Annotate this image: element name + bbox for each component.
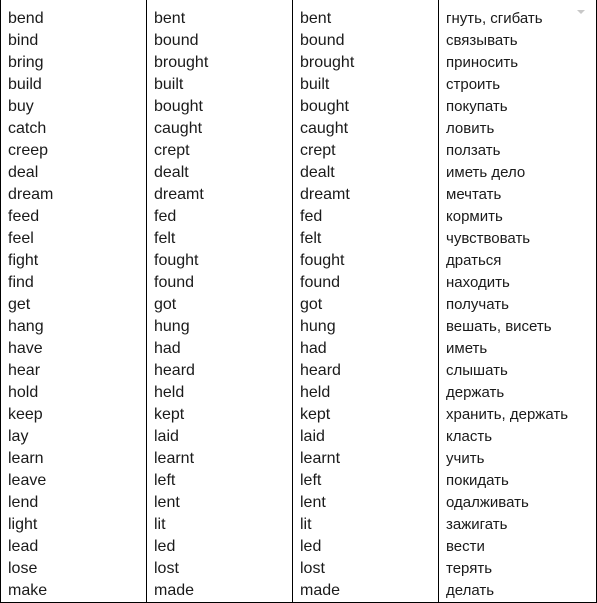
past-simple-cell: heard (154, 362, 195, 379)
past-simple-cell: held (154, 384, 185, 401)
base-form-cell: have (8, 340, 43, 357)
base-form-cell: lead (8, 538, 39, 555)
past-participle-cell: found (300, 274, 341, 291)
past-simple-cell: dealt (154, 164, 189, 181)
column-divider-1 (146, 0, 147, 603)
past-simple-cell: bought (154, 98, 203, 115)
past-simple-cell: had (154, 340, 181, 357)
past-participle-cell: got (300, 296, 323, 313)
column-divider-2 (292, 0, 293, 603)
past-simple-cell: bent (154, 10, 186, 27)
translation-cell: учить (446, 450, 485, 467)
translation-cell: ползать (446, 142, 501, 159)
past-participle-cell: dealt (300, 164, 335, 181)
base-form-cell: hang (8, 318, 44, 335)
translation-cell: мечтать (446, 186, 502, 203)
translation-cell: зажигать (446, 516, 508, 533)
base-form-cell: leave (8, 472, 47, 489)
translation-cell: вести (446, 538, 485, 555)
translation-cell: терять (446, 560, 493, 577)
past-simple-cell: kept (154, 406, 185, 423)
base-form-cell: hear (8, 362, 41, 379)
base-form-cell: build (8, 76, 42, 93)
translation-cell: иметь (446, 340, 488, 357)
base-form-cell: make (8, 582, 48, 599)
translation-cell: гнуть, сгибать (446, 10, 543, 27)
base-form-cell: keep (8, 406, 43, 423)
base-form-cell: deal (8, 164, 39, 181)
past-participle-cell: bent (300, 10, 332, 27)
base-form-cell: buy (8, 98, 34, 115)
base-form-cell: feel (8, 230, 34, 247)
translation-cell: держать (446, 384, 505, 401)
past-simple-cell: found (154, 274, 195, 291)
translation-cell: покидать (446, 472, 509, 489)
past-participle-cell: caught (300, 120, 349, 137)
base-form-cell: bind (8, 32, 39, 49)
past-simple-cell: fed (154, 208, 177, 225)
past-participle-cell: lent (300, 494, 326, 511)
past-participle-cell: lost (300, 560, 325, 577)
past-simple-cell: built (154, 76, 184, 93)
base-form-cell: creep (8, 142, 49, 159)
translation-cell: хранить, держать (446, 406, 569, 423)
past-simple-cell: felt (154, 230, 176, 247)
past-simple-cell: made (154, 582, 195, 599)
translation-cell: вешать, висеть (446, 318, 552, 335)
past-simple-cell: left (154, 472, 176, 489)
past-participle-cell: led (300, 538, 322, 555)
base-form-cell: lay (8, 428, 29, 445)
base-form-cell: find (8, 274, 34, 291)
past-participle-cell: bound (300, 32, 345, 49)
dropdown-arrow-icon[interactable] (577, 8, 585, 16)
past-participle-cell: held (300, 384, 331, 401)
past-simple-cell: lit (154, 516, 166, 533)
past-participle-cell: bought (300, 98, 349, 115)
past-participle-cell: learnt (300, 450, 341, 467)
past-participle-cell: kept (300, 406, 331, 423)
translation-cell: ловить (446, 120, 495, 137)
past-participle-cell: dreamt (300, 186, 350, 203)
past-simple-cell: got (154, 296, 177, 313)
base-form-cell: lose (8, 560, 38, 577)
past-participle-cell: fed (300, 208, 323, 225)
translation-cell: строить (446, 76, 501, 93)
past-simple-cell: laid (154, 428, 179, 445)
translation-cell: драться (446, 252, 502, 269)
base-form-cell: feed (8, 208, 40, 225)
translation-cell: приносить (446, 54, 519, 71)
translation-cell: иметь дело (446, 164, 526, 181)
past-simple-cell: lent (154, 494, 180, 511)
past-participle-cell: felt (300, 230, 322, 247)
translation-cell: связывать (446, 32, 518, 49)
translation-cell: одалживать (446, 494, 529, 511)
past-participle-cell: crept (300, 142, 336, 159)
past-simple-cell: learnt (154, 450, 195, 467)
past-simple-cell: brought (154, 54, 209, 71)
translation-cell: кормить (446, 208, 503, 225)
past-simple-cell: hung (154, 318, 190, 335)
past-participle-cell: heard (300, 362, 341, 379)
base-form-cell: lend (8, 494, 39, 511)
translation-cell: находить (446, 274, 510, 291)
translation-cell: получать (446, 296, 509, 313)
past-simple-cell: fought (154, 252, 199, 269)
base-form-cell: learn (8, 450, 44, 467)
column-base-form (8, 8, 53, 602)
past-participle-cell: brought (300, 54, 355, 71)
column-divider-3 (438, 0, 439, 603)
base-form-cell: dream (8, 186, 54, 203)
past-participle-cell: had (300, 340, 327, 357)
translation-cell: класть (446, 428, 493, 445)
base-form-cell: fight (8, 252, 39, 269)
past-participle-cell: fought (300, 252, 345, 269)
past-participle-cell: built (300, 76, 330, 93)
base-form-cell: get (8, 296, 31, 313)
past-participle-cell: hung (300, 318, 336, 335)
column-past-participle (300, 8, 354, 602)
translation-cell: делать (446, 582, 495, 599)
translation-cell: покупать (446, 98, 508, 115)
past-participle-cell: left (300, 472, 322, 489)
translation-cell: чувствовать (446, 230, 531, 247)
past-simple-cell: caught (154, 120, 203, 137)
base-form-cell: hold (8, 384, 39, 401)
past-simple-cell: bound (154, 32, 199, 49)
past-participle-cell: lit (300, 516, 312, 533)
past-participle-cell: laid (300, 428, 325, 445)
past-simple-cell: dreamt (154, 186, 204, 203)
column-translation (446, 8, 568, 602)
base-form-cell: bring (8, 54, 44, 71)
past-simple-cell: led (154, 538, 176, 555)
base-form-cell: bend (8, 10, 44, 27)
past-simple-cell: lost (154, 560, 179, 577)
past-simple-cell: crept (154, 142, 190, 159)
base-form-cell: catch (8, 120, 47, 137)
translation-cell: слышать (446, 362, 508, 379)
table-border-left (0, 0, 1, 603)
column-past-simple (154, 8, 208, 602)
base-form-cell: light (8, 516, 38, 533)
past-participle-cell: made (300, 582, 341, 599)
